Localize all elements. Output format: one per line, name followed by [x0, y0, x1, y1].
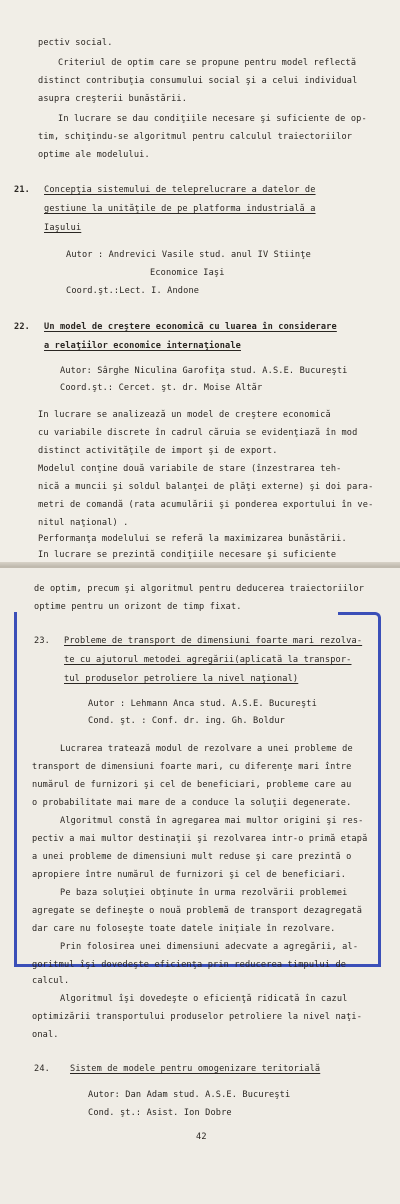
- text-line: numărul de furnizori şi cel de beneficiari, probleme care au: [32, 780, 352, 790]
- section-number: 21.: [14, 185, 30, 195]
- text-line: Performanţa modelului se referă la maximizarea bunăstării.: [38, 534, 347, 544]
- author-line: Autor : Lehmann Anca stud. A.S.E. Bucureşti: [88, 699, 317, 709]
- coordinator-line: Cond. şt.: Asist. Ion Dobre: [88, 1108, 232, 1118]
- section-title: Sistem de modele pentru omogenizare teritorială: [70, 1064, 321, 1074]
- text-line: distinct activităţile de import şi de export.: [38, 446, 278, 456]
- coordinator-line: Coord.şt.: Cercet. şt. dr. Moise Altăr: [60, 383, 263, 393]
- text-line: metri de comandă (rata acumulării şi ponderea exportului în ve-: [38, 500, 374, 510]
- text-line: Modelul conţine două variabile de stare (înzestrarea teh-: [38, 464, 342, 474]
- section-title: Un model de creştere economică cu luarea în considerare: [44, 322, 337, 332]
- section-number: 22.: [14, 322, 30, 332]
- text-line: optime pentru un orizont de timp fixat.: [34, 602, 242, 612]
- text-line: dar care nu foloseşte toate datele iniţiale în rezolvare.: [32, 924, 336, 934]
- text-line: In lucrare se prezintă condiţiile necesare şi suficiente: [38, 550, 337, 560]
- text-line: optime ale modelului.: [38, 150, 150, 160]
- text-line: Lucrarea tratează modul de rezolvare a unei probleme de: [60, 744, 353, 754]
- text-line: Algoritmul îşi dovedeşte o eficienţă ridicată în cazul: [60, 994, 348, 1004]
- author-line: Economice Iaşi: [150, 268, 225, 278]
- text-line: nitul naţional) .: [38, 518, 129, 528]
- text-line: In lucrare se dau condiţiile necesare şi suficiente de op-: [58, 114, 367, 124]
- text-line: cu variabile discrete în cadrul căruia se evidenţiază în mod: [38, 428, 358, 438]
- text-line: Criteriul de optim care se propune pentru model reflectă: [58, 58, 357, 68]
- page-number: 42: [196, 1132, 207, 1142]
- text-line: pectiv a mai multor destinaţii şi rezolvarea intr-o primă etapă: [32, 834, 368, 844]
- section-title: Probleme de transport de dimensiuni foarte mari rezolva-: [64, 636, 363, 646]
- section-number: 24.: [34, 1064, 50, 1074]
- text-line: Pe baza soluţiei obţinute în urma rezolvării problemei: [60, 888, 348, 898]
- section-title: Iaşului: [44, 223, 82, 233]
- text-line: Algoritmul constă în agregarea mai multor origini şi res-: [60, 816, 364, 826]
- text-line: optimizării transportului produselor petroliere la nivel naţi-: [32, 1012, 363, 1022]
- text-line: goritmul îşi dovedeşte eficienţa prin reducerea timpului de: [32, 960, 347, 970]
- text-line: nică a muncii şi soldul balanţei de plăţi externe) şi doi para-: [38, 482, 374, 492]
- text-line: distinct contribuţia consumului social şi a celui individual: [38, 76, 358, 86]
- text-line: pectiv social.: [38, 38, 113, 48]
- text-line: In lucrare se analizează un model de creştere economică: [38, 410, 331, 420]
- section-title: tul produselor petroliere la nivel naţional): [64, 674, 299, 684]
- section-number: 23.: [34, 636, 50, 646]
- text-line: agregate se defineşte o nouă problemă de transport dezagregată: [32, 906, 363, 916]
- text-line: de optim, precum şi algoritmul pentru deducerea traiectoriilor: [34, 584, 365, 594]
- section-title: Concepţia sistemului de teleprelucrare a datelor de: [44, 185, 316, 195]
- text-line: Prin folosirea unei dimensiuni adecvate a agregării, al-: [60, 942, 359, 952]
- text-line: onal.: [32, 1030, 59, 1040]
- text-line: a unei probleme de dimensiuni mult reduse şi care prezintă o: [32, 852, 352, 862]
- author-line: Autor: Dan Adam stud. A.S.E. Bucureşti: [88, 1090, 291, 1100]
- text-line: o probabilitate mai mare de a conduce la soluţii degenerate.: [32, 798, 352, 808]
- text-line: tim, schiţindu-se algoritmul pentru calculul traiectoriilor: [38, 132, 353, 142]
- section-title: te cu ajutorul metodei agregării(aplicată la transpor-: [64, 655, 352, 665]
- coordinator-line: Cond. şt. : Conf. dr. ing. Gh. Boldur: [88, 716, 285, 726]
- coordinator-line: Coord.şt.:Lect. I. Andone: [66, 286, 200, 296]
- section-title: a relaţiilor economice internaţionale: [44, 341, 241, 351]
- author-line: Autor: Sârghe Niculina Garofiţa stud. A.S.E. Bucureşti: [60, 366, 348, 376]
- text-line: asupra creşterii bunăstării.: [38, 94, 188, 104]
- author-line: Autor : Andrevici Vasile stud. anul IV Stiinţe: [66, 250, 311, 260]
- text-line: calcul.: [32, 976, 70, 986]
- section-title: gestiune la unităţile de pe platforma industrială a: [44, 204, 316, 214]
- text-line: transport de dimensiuni foarte mari, cu diferenţe mari între: [32, 762, 352, 772]
- text-line: apropiere între numărul de furnizori şi cel de beneficiari.: [32, 870, 347, 880]
